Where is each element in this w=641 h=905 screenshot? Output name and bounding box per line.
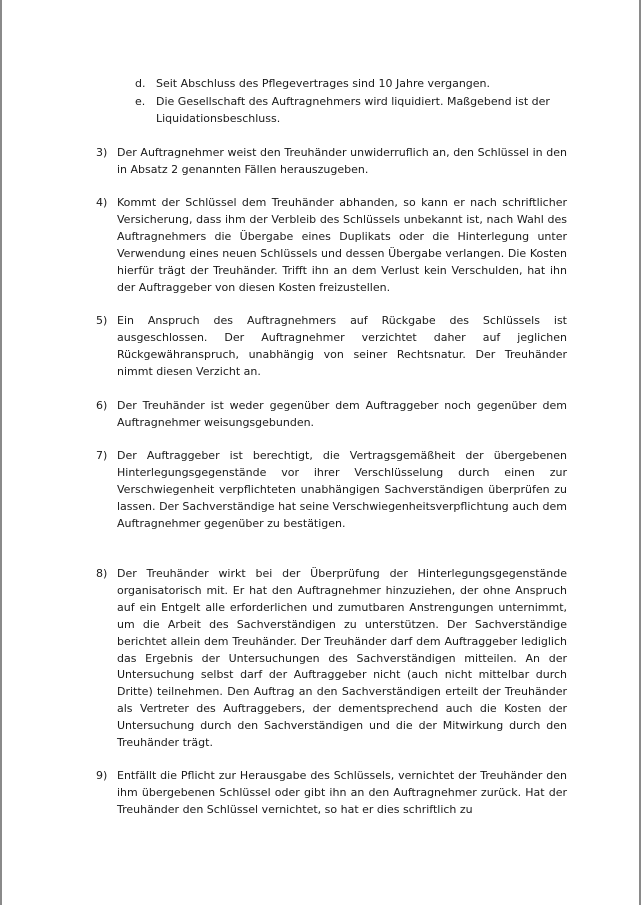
paragraph-number: 8) bbox=[96, 567, 108, 580]
paragraph-text: Der Auftraggeber ist berechtigt, die Vertragsgemäßheit der übergebenen Hinterlegungsgegenstände vor ihrer Verschlüsselung durch einen zur Verschwiegenheit verpflichteten unabhängigen Sachverständigen überprüfen zu lassen. Der Sachverständige hat seine Verschwiegenheitsverpflichtung auch dem Auftragnehmer gegenüber zu bestätigen. bbox=[117, 449, 567, 530]
paragraph-9 bbox=[96, 768, 567, 819]
sub-item-text: Die Gesellschaft des Auftragnehmers wird liquidiert. Maßgebend ist der Liquidationsbeschluss. bbox=[156, 95, 550, 125]
paragraph-number: 7) bbox=[96, 449, 108, 462]
paragraph-8 bbox=[96, 566, 567, 752]
paragraph-6 bbox=[96, 398, 567, 432]
paragraph-text: Entfällt die Pflicht zur Herausgabe des Schlüssels, vernichtet der Treuhänder den ihm übergebenen Schlüssel oder gibt ihn an den Auftragnehmer zurück. Hat der Treuhänder den Schlüssel vernichtet, so hat er dies schriftlich zu bbox=[117, 769, 567, 816]
sub-item-marker: e. bbox=[135, 95, 146, 108]
paragraph-number: 5) bbox=[96, 314, 108, 327]
paragraph-3 bbox=[96, 145, 567, 179]
sub-item-e bbox=[135, 93, 567, 127]
paragraph-number: 3) bbox=[96, 146, 108, 159]
paragraph-4 bbox=[96, 195, 567, 296]
paragraph-number: 4) bbox=[96, 196, 108, 209]
paragraph-text: Der Treuhänder ist weder gegenüber dem Auftraggeber noch gegenüber dem Auftragnehmer weisungsgebunden. bbox=[117, 399, 567, 429]
sub-item-text: Seit Abschluss des Pflegevertrages sind 10 Jahre vergangen. bbox=[156, 77, 491, 90]
paragraph-7 bbox=[96, 448, 567, 533]
paragraph-number: 6) bbox=[96, 399, 108, 412]
page-border-left bbox=[0, 0, 2, 905]
paragraph-text: Ein Anspruch des Auftragnehmers auf Rückgabe des Schlüssels ist ausgeschlossen. Der Auftragnehmer verzichtet daher auf jeglichen Rückgewähranspruch, unabhängig von seiner Rechtsnatur. Der Treuhänder nimmt diesen Verzicht an. bbox=[117, 314, 567, 378]
paragraph-text: Der Treuhänder wirkt bei der Überprüfung der Hinterlegungsgegenstände organisatorisch mit. Er hat den Auftragnehmer hinzuziehen, der ohne Anspruch auf ein Entgelt alle erforderlichen und zumutbaren Anstrengungen unternimmt, um die Arbeit des Sachverständigen zu unterstützen. Der Sachverständige berichtet allein dem Treuhänder. Der Treuhänder darf dem Auftraggeber lediglich das Ergebnis der Untersuchungen des Sachverständigen mitteilen. An der Untersuchung selbst darf der Auftraggeber nicht (auch nicht mittelbar durch Dritte) teilnehmen. Den Auftrag an den Sachverständigen erteilt der Treuhänder als Vertreter des Auftraggebers, der dementsprechend auch die Kosten der Untersuchung durch den Sachverständigen und die der Mitwirkung durch den Treuhänder trägt. bbox=[117, 567, 567, 750]
paragraph-text: Kommt der Schlüssel dem Treuhänder abhanden, so kann er nach schriftlicher Versicherung, dass ihm der Verbleib des Schlüssels unbekannt ist, nach Wahl des Auftragnehmers die Übergabe eines Duplikats oder die Hinterlegung unter Verwendung eines neuen Schlüssels und dessen Übergabe verlangen. Die Kosten hierfür trägt der Treuhänder. Trifft ihn an dem Verlust kein Verschulden, hat ihn der Auftraggeber von diesen Kosten freizustellen. bbox=[117, 196, 567, 294]
sub-item-d bbox=[135, 75, 567, 92]
paragraph-number: 9) bbox=[96, 769, 108, 782]
paragraph-text: Der Auftragnehmer weist den Treuhänder unwiderruflich an, den Schlüssel in den in Absatz 2 genannten Fällen herauszugeben. bbox=[117, 146, 567, 176]
paragraph-5 bbox=[96, 313, 567, 381]
sub-item-marker: d. bbox=[135, 77, 146, 90]
